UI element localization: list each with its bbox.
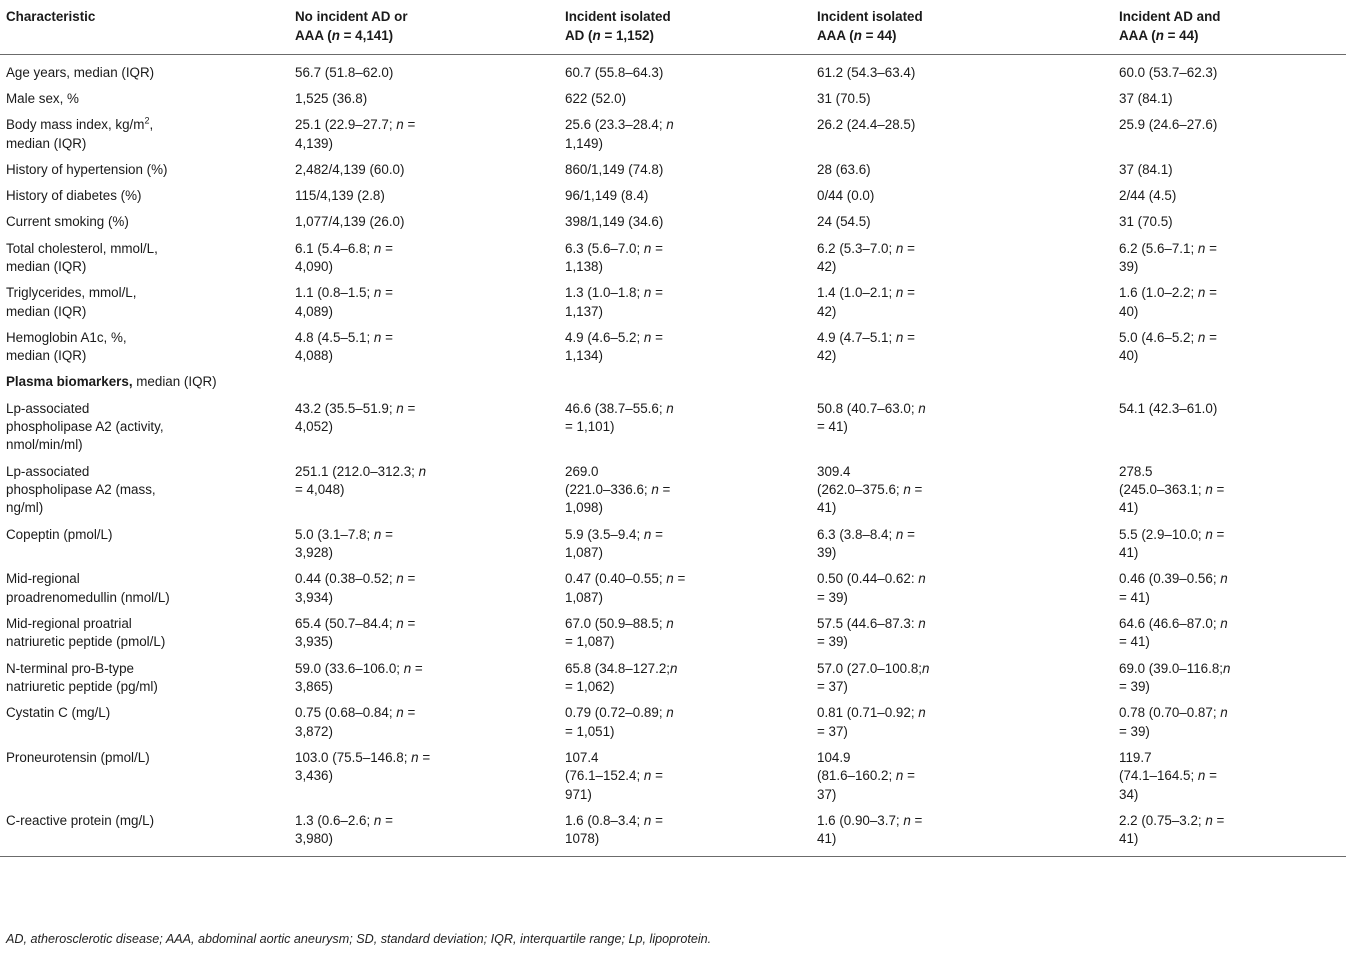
cell-c3: 50.8 (40.7–63.0; n = 41)	[817, 400, 926, 435]
cell-c2: 67.0 (50.9–88.5; n = 1,087)	[565, 615, 674, 650]
cell-c1: 65.4 (50.7–84.4; n = 3,935)	[295, 615, 416, 650]
cell-c2: 5.9 (3.5–9.4; n = 1,087)	[565, 526, 663, 561]
cell-c2: 398/1,149 (34.6)	[565, 214, 664, 230]
cell-c4: 5.5 (2.9–10.0; n = 41)	[1119, 526, 1225, 561]
biomarker-row	[0, 526, 1346, 571]
cell-c3: 309.4 (262.0–375.6; n = 41)	[817, 463, 923, 516]
biomarker-row	[0, 615, 1346, 660]
row-label: History of diabetes (%)	[6, 188, 142, 204]
cell-c2: 96/1,149 (8.4)	[565, 188, 649, 204]
row-label: Age years, median (IQR)	[6, 65, 155, 80]
cell-c1: 0.44 (0.38–0.52; n = 3,934)	[295, 571, 416, 605]
cell-c2: 46.6 (38.7–55.6; n = 1,101)	[565, 400, 674, 435]
header-isolated-aaa: Incident isolated AAA (n = 44)	[817, 9, 923, 43]
cell-c1: 4.8 (4.5–5.1; n = 4,088)	[295, 329, 393, 364]
biomarker-row	[0, 400, 1346, 463]
table-footnote: AD, atherosclerotic disease; AAA, abdominal aortic aneurysm; SD, standard deviation; IQR, interquartile range; Lp, lipoprotein.	[6, 932, 712, 946]
cell-c4: 69.0 (39.0–116.8;n = 39)	[1119, 660, 1231, 694]
cell-c4: 60.0 (53.7–62.3)	[1119, 65, 1218, 80]
cell-c3: 1.4 (1.0–2.1; n = 42)	[817, 285, 915, 319]
row-label: Cystatin C (mg/L)	[6, 705, 111, 721]
row-label: Body mass index, $kg/m^2$, median (IQR)	[6, 115, 154, 151]
cell-c3: 57.5 (44.6–87.3: n = 39)	[817, 615, 926, 650]
row-label: Hemoglobin A1c, %, median (IQR)	[6, 329, 127, 364]
cell-c2: 4.9 (4.6–5.2; n = 1,134)	[565, 329, 663, 364]
biomarker-row	[0, 749, 1346, 812]
characteristics-table	[0, 7, 1346, 857]
characteristic-row	[0, 90, 1346, 116]
cell-c2: 1.6 (0.8–3.4; n = 1078)	[565, 812, 663, 847]
cell-c4: 278.5 (245.0–363.1; n = 41)	[1119, 463, 1225, 516]
biomarker-row	[0, 660, 1346, 705]
cell-c3: 4.9 (4.7–5.1; n = 42)	[817, 329, 915, 364]
cell-c3: 1.6 (0.90–3.7; n = 41)	[817, 812, 923, 847]
cell-c3: 57.0 (27.0–100.8;n = 37)	[817, 660, 930, 694]
cell-c2: 269.0 (221.0–336.6; n = 1,098)	[565, 463, 671, 516]
cell-c2: 622 (52.0)	[565, 91, 627, 107]
cell-c2: 107.4 (76.1–152.4; n = 971)	[565, 749, 663, 802]
characteristic-row	[0, 213, 1346, 239]
cell-c3: 28 (63.6)	[817, 162, 871, 178]
biomarker-row	[0, 570, 1346, 615]
characteristic-row	[0, 187, 1346, 213]
cell-c1: 1.3 (0.6–2.6; n = 3,980)	[295, 812, 393, 847]
cell-c1: 6.1 (5.4–6.8; n = 4,090)	[295, 240, 393, 275]
cell-c1: 115/4,139 (2.8)	[295, 188, 385, 204]
cell-c1: 251.1 (212.0–312.3; n = 4,048)	[295, 463, 427, 498]
characteristic-row	[0, 240, 1346, 285]
cell-c3: 6.2 (5.3–7.0; n = 42)	[817, 240, 915, 275]
row-label: Lp-associated phospholipase A2 (mass, ng/ml)	[6, 463, 156, 516]
cell-c2: 6.3 (5.6–7.0; n = 1,138)	[565, 240, 663, 275]
row-label: History of hypertension (%)	[6, 162, 168, 178]
cell-c1: 59.0 (33.6–106.0; n = 3,865)	[295, 660, 423, 694]
cell-c4: 37 (84.1)	[1119, 162, 1173, 178]
characteristic-row	[0, 116, 1346, 161]
cell-c2: 0.79 (0.72–0.89; n = 1,051)	[565, 705, 674, 739]
cell-c3: 0.81 (0.71–0.92; n = 37)	[817, 705, 926, 739]
cell-c1: 43.2 (35.5–51.9; n = 4,052)	[295, 400, 416, 435]
characteristic-row	[0, 284, 1346, 329]
section-row	[0, 373, 1346, 399]
table-body	[0, 55, 1346, 857]
row-label: Current smoking (%)	[6, 214, 129, 230]
cell-c3: 0/44 (0.0)	[817, 188, 875, 204]
cell-c3: 31 (70.5)	[817, 91, 871, 107]
characteristic-row	[0, 55, 1346, 91]
cell-c4: 2/44 (4.5)	[1119, 188, 1177, 204]
row-label: Mid-regional proatrial natriuretic peptide (pmol/L)	[6, 615, 166, 650]
row-label: Male sex, %	[6, 91, 79, 107]
cell-c2: 860/1,149 (74.8)	[565, 162, 664, 178]
cell-c3: 61.2 (54.3–63.4)	[817, 65, 916, 80]
row-label: N-terminal pro-B-type natriuretic peptide (pg/ml)	[6, 660, 158, 694]
header-characteristic: Characteristic	[6, 9, 96, 24]
cell-c4: 25.9 (24.6–27.6)	[1119, 117, 1218, 133]
cell-c1: 56.7 (51.8–62.0)	[295, 65, 394, 80]
biomarker-row	[0, 812, 1346, 857]
cell-c4: 1.6 (1.0–2.2; n = 40)	[1119, 285, 1217, 319]
cell-c2: 25.6 (23.3–28.4; n 1,149)	[565, 117, 674, 151]
cell-c2: 1.3 (1.0–1.8; n = 1,137)	[565, 285, 663, 319]
cell-c4: 2.2 (0.75–3.2; n = 41)	[1119, 812, 1225, 847]
cell-c1: 25.1 (22.9–27.7; n = 4,139)	[295, 117, 416, 151]
biomarker-row	[0, 704, 1346, 749]
cell-c2: 60.7 (55.8–64.3)	[565, 65, 664, 80]
header-ad-and-aaa: Incident AD and AAA (n = 44)	[1119, 9, 1221, 43]
cell-c1: 1,077/4,139 (26.0)	[295, 214, 405, 230]
cell-c4: 0.46 (0.39–0.56; n = 41)	[1119, 571, 1228, 605]
cell-c4: 119.7 (74.1–164.5; n = 34)	[1119, 749, 1217, 802]
row-label: Lp-associated phospholipase A2 (activity, nmol/min/ml)	[6, 400, 164, 453]
characteristic-row	[0, 161, 1346, 187]
characteristic-row	[0, 329, 1346, 374]
cell-c3: 26.2 (24.4–28.5)	[817, 117, 916, 133]
cell-c4: 0.78 (0.70–0.87; n = 39)	[1119, 705, 1228, 739]
row-label: Total cholesterol, mmol/L, median (IQR)	[6, 240, 158, 275]
row-label: Mid-regional proadrenomedullin (nmol/L)	[6, 571, 170, 605]
row-label: Copeptin (pmol/L)	[6, 526, 113, 542]
cell-c4: 5.0 (4.6–5.2; n = 40)	[1119, 329, 1217, 364]
row-label: Triglycerides, mmol/L, median (IQR)	[6, 285, 137, 319]
cell-c4: 54.1 (42.3–61.0)	[1119, 400, 1218, 416]
table-header	[0, 7, 1346, 55]
header-no-incident: No incident AD or AAA (n = 4,141)	[295, 9, 408, 43]
cell-c1: 103.0 (75.5–146.8; n = 3,436)	[295, 749, 431, 784]
cell-c4: 6.2 (5.6–7.1; n = 39)	[1119, 240, 1217, 275]
cell-c3: 24 (54.5)	[817, 214, 871, 230]
row-label: C-reactive protein (mg/L)	[6, 812, 155, 828]
cell-c3: 0.50 (0.44–0.62: n = 39)	[817, 571, 926, 605]
header-isolated-ad: Incident isolated AD (n = 1,152)	[565, 9, 671, 43]
cell-c1: 2,482/4,139 (60.0)	[295, 162, 405, 178]
cell-c2: 0.47 (0.40–0.55; n = 1,087)	[565, 571, 686, 605]
cell-c3: 6.3 (3.8–8.4; n = 39)	[817, 526, 915, 561]
cell-c2: 65.8 (34.8–127.2;n = 1,062)	[565, 660, 678, 694]
cell-c1: 0.75 (0.68–0.84; n = 3,872)	[295, 705, 416, 739]
cell-c1: 5.0 (3.1–7.8; n = 3,928)	[295, 526, 393, 561]
cell-c1: 1.1 (0.8–1.5; n = 4,089)	[295, 285, 393, 319]
biomarker-row	[0, 463, 1346, 526]
cell-c3: 104.9 (81.6–160.2; n = 37)	[817, 749, 915, 802]
cell-c4: 31 (70.5)	[1119, 214, 1173, 230]
cell-c4: 37 (84.1)	[1119, 91, 1173, 107]
cell-c1: 1,525 (36.8)	[295, 91, 368, 107]
row-label: Proneurotensin (pmol/L)	[6, 749, 150, 765]
cell-c4: 64.6 (46.6–87.0; n = 41)	[1119, 615, 1228, 650]
section-title: Plasma biomarkers, median (IQR)	[6, 374, 217, 390]
